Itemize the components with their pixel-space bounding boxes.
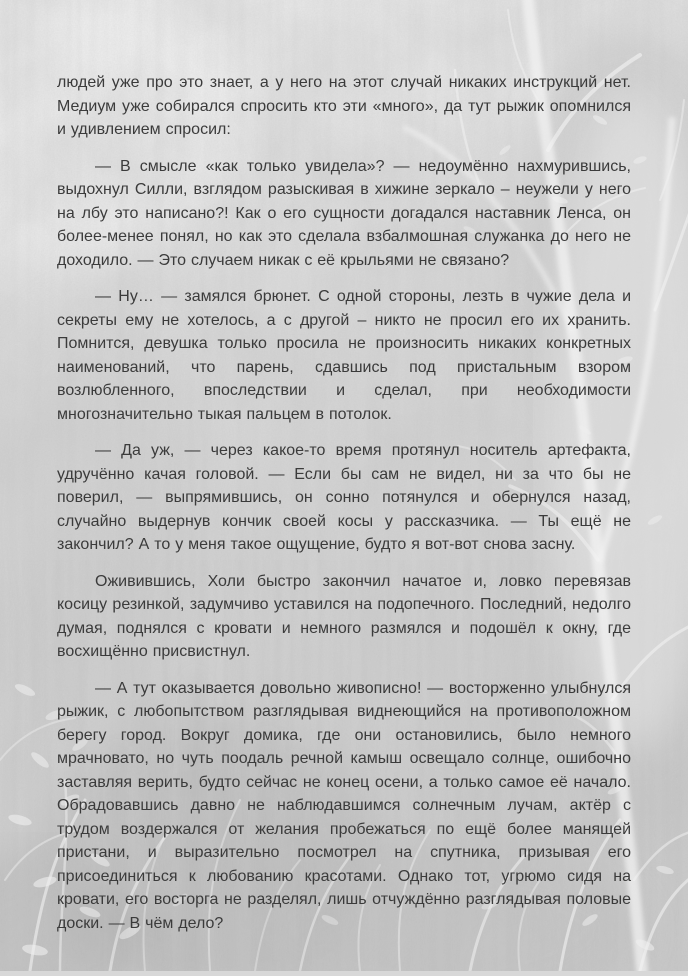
paragraph: Оживившись, Холи быстро закончил начатое и, ловко перевязав косицу резинкой, задумчиво уставился на подопечного. Последний, недолго думая, поднялся с кровати и немного размялся и подошёл к окну, где восхищённо присвистнул.	[57, 572, 631, 660]
text-block	[57, 71, 631, 948]
paragraph: — В смысле «как только увидела»? — недоумённо нахмурившись, выдохнул Силли, взглядом разыскивая в хижине зеркало – неужели у него на лбу это написано?! Как о его сущности догадался наставник Ленса, он более-менее понял, но как это сделала взбалмошная служанка до него не доходило. — Это случаем никак с её крыльями не связано?	[57, 157, 631, 269]
paragraph: людей уже про это знает, а у него на этот случай никаких инструкций нет. Медиум уже собирался спросить кто эти «много», да тут рыжик опомнился и удивлением спросил:	[57, 74, 631, 138]
paragraph: — Да уж, — через какое-то время протянул носитель артефакта, удручённо качая головой. — Если бы сам не видел, ни за что бы не поверил, — выпрямившись, он сонно потянулся и обернулся назад, случайно выдернув кончик своей косы у рассказчика. — Ты ещё не закончил? А то у меня такое ощущение, будто я вот-вот снова засну.	[57, 442, 631, 553]
paragraph: — Ну… — замялся брюнет. С одной стороны, лезть в чужие дела и секреты ему не хотелось, а с другой – никто не просил его их хранить. Помнится, девушка только просила не произносить никаких конкретных наименований, что парень, сдавшись под пристальным взором возлюбленного, впоследствии и сделал, при необходимости многозначительно тыкая пальцем в потолок.	[57, 288, 631, 423]
paragraph: — А тут оказывается довольно живописно! — восторженно улыбнулся рыжик, с любопытством разглядывая виднеющийся на противоположном берегу город. Вокруг домика, где они остановились, было немного мрачновато, но чуть поодаль речной камыш освещало солнце, ошибочно заставляя верить, будто сейчас не конец осени, а только самое её начало. Обрадовавшись давно не наблюдавшимся солнечным лучам, актёр с трудом воздержался от желания пробежаться по ещё более манящей пристани, и выразительно посмотрел на спутника, призывая его присоединиться к любованию красотами. Однако тот, угрюмо сидя на кровати, его восторга не разделял, лишь отчуждённо разглядывая половые доски. — В чём дело?	[57, 679, 631, 932]
